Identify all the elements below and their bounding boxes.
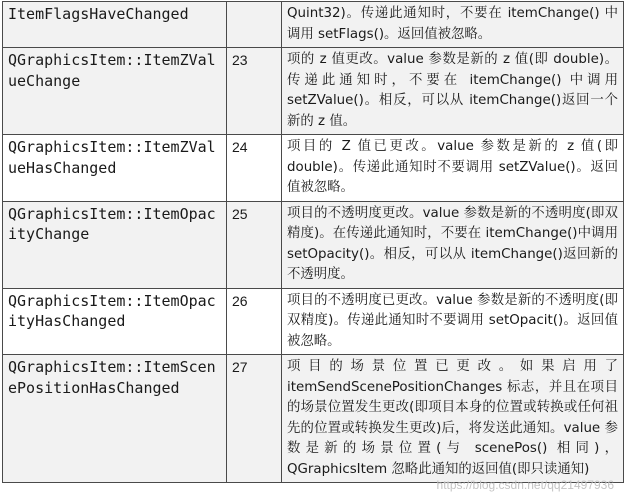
table-row [3, 2, 624, 48]
enum-name-cell: ItemFlagsHaveChanged [3, 2, 227, 48]
enum-description-cell: 项目的不透明度已更改。value 参数是新的不透明度(即双精度)。传递此通知时不要调用 setOpacit()。返回值被忽略。 [282, 288, 624, 355]
enum-name-cell: QGraphicsItem::ItemZValueHasChanged [3, 135, 227, 202]
enum-value-cell: 27 [227, 355, 282, 483]
enum-description-cell: 项目的不透明度更改。value 参数是新的不透明度(即双精度)。在传递此通知时，不要在 itemChange()中调用 setOpacity()。相反，可以从 itemChange()返回新的不透明度。 [282, 201, 624, 288]
table-row [3, 135, 624, 202]
watermark: https://blog.csdn.net/qq21497936 [436, 478, 614, 492]
enum-value-cell: 23 [227, 48, 282, 135]
table-row [3, 201, 624, 288]
enum-name-cell: QGraphicsItem::ItemOpacityChange [3, 201, 227, 288]
table-row [3, 48, 624, 135]
enum-description-cell: 项的 z 值更改。value 参数是新的 z 值(即 double)。传递此通知时，不要在 itemChange() 中调用 setZValue()。相反，可以从 itemChange()返回一个新的 z 值。 [282, 48, 624, 135]
enum-name-cell: QGraphicsItem::ItemOpacityHasChanged [3, 288, 227, 355]
enum-name-cell: QGraphicsItem::ItemZValueChange [3, 48, 227, 135]
enum-description-cell: 项目的场景位置已更改。如果启用了 itemSendScenePositionChanges 标志，并且在项目的场景位置发生更改(即项目本身的位置或转换或任何祖先的位置或转换发生更改)后，将发送此通知。value 参数是新的场景位置(与 scenePos() 相同)，QGraphicsItem 忽略此通知的返回值(即只读通知) [282, 355, 624, 483]
enum-description-cell: Quint32)。传递此通知时，不要在 itemChange() 中调用 setFlags()。返回值被忽略。 [282, 2, 624, 48]
enum-value-cell: 25 [227, 201, 282, 288]
enum-value-cell: 26 [227, 288, 282, 355]
enum-value-cell: 24 [227, 135, 282, 202]
enum-table [2, 1, 624, 483]
enum-value-cell [227, 2, 282, 48]
enum-description-cell: 项目的 Z 值已更改。value 参数是新的 z 值(即 double)。传递此通知时不要调用 setZValue()。返回值被忽略。 [282, 135, 624, 202]
table-row [3, 288, 624, 355]
enum-name-cell: QGraphicsItem::ItemScenePositionHasChanged [3, 355, 227, 483]
table-row [3, 355, 624, 483]
